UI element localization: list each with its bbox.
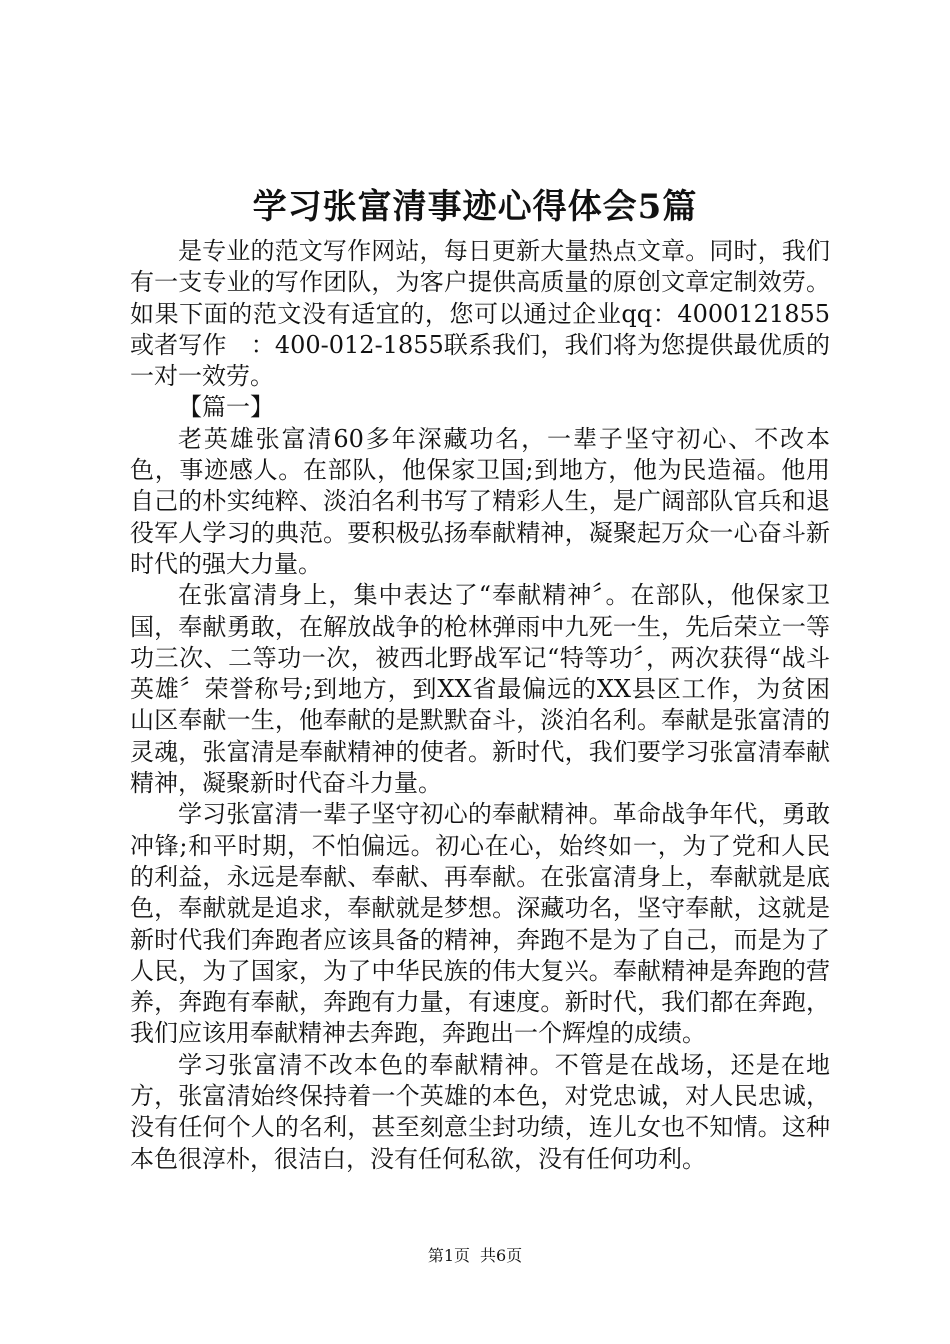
- page-number: 第1页: [427, 1246, 470, 1265]
- page-title: 学习张富清事迹心得体会5篇: [252, 187, 698, 227]
- page-total: 共6页: [480, 1246, 523, 1265]
- body-paragraph: 学习张富清一辈子坚守初心的奉献精神。革命战争年代，勇敢冲锋;和平时期，不怕偏远。初心在心，始终如一，为了党和人民的利益，永远是奉献、奉献、再奉献。在张富清身上，奉献就是底色，奉献就是追求，奉献就是梦想。深藏功名，坚守奉献，这就是新时代我们奔跑者应该具备的精神，奔跑不是为了自己，而是为了人民，为了国家，为了中华民族的伟大复兴。奉献精神是奔跑的营养，奔跑有奉献，奔跑有力量，有速度。新时代，我们都在奔跑，我们应该用奉献精神去奔跑，奔跑出一个辉煌的成绩。: [130, 800, 830, 1048]
- body-paragraph: 学习张富清不改本色的奉献精神。不管是在战场，还是在地方，张富清始终保持着一个英雄的本色，对党忠诚，对人民忠诚，没有任何个人的名利，甚至刻意尘封功绩，连儿女也不知情。这种本色很淳朴，很洁白，没有任何私欲，没有任何功利。: [130, 1050, 830, 1173]
- document-body: [130, 236, 830, 1175]
- body-paragraph: 老英雄张富清60多年深藏功名，一辈子坚守初心、不改本色，事迹感人。在部队，他保家卫国;到地方，他为民造福。他用自己的朴实纯粹、淡泊名利书写了精彩人生，是广阔部队官兵和退役军人学习的典范。要积极弘扬奉献精神，凝聚起万众一心奋斗新时代的强大力量。: [130, 424, 830, 578]
- page-footer: [0, 1245, 950, 1267]
- intro-paragraph: 是专业的范文写作网站，每日更新大量热点文章。同时，我们有一支专业的写作团队，为客户提供高质量的原创文章定制效劳。如果下面的范文没有适宜的，您可以通过企业qq：4000121855或者写作 ：400-012-1855联系我们，我们将为您提供最优质的一对一效劳。: [130, 237, 830, 391]
- body-paragraph: 在张富清身上，集中表达了“奉献精神〞。在部队，他保家卫国，奉献勇敢，在解放战争的枪林弹雨中九死一生，先后荣立一等功三次、二等功一次，被西北野战军记“特等功〞，两次获得“战斗英雄〞荣誉称号;到地方，到XX省最偏远的XX县区工作，为贫困山区奉献一生，他奉献的是默默奋斗，淡泊名利。奉献是张富清的灵魂，张富清是奉献精神的使者。新时代，我们要学习张富清奉献精神，凝聚新时代奋斗力量。: [130, 581, 830, 798]
- section-heading: 【篇一】: [178, 393, 274, 422]
